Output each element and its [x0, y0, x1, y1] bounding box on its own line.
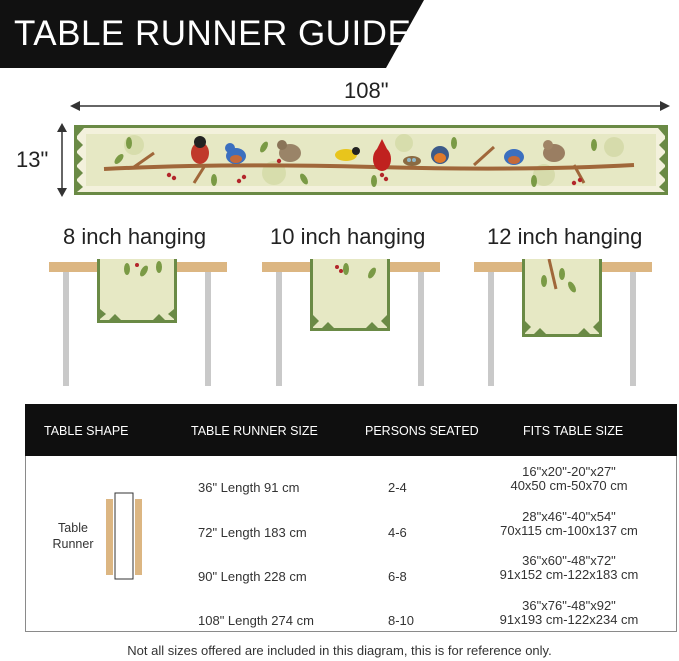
row-2-size: 72" Length 183 cm: [198, 525, 307, 540]
hanging-12-illustration: [474, 259, 654, 387]
row-3-persons: 6-8: [388, 569, 407, 584]
table-header: [25, 404, 677, 456]
row-4-persons: 8-10: [388, 613, 415, 628]
row-3-fit-cm: 91x152 cm-122x183 cm: [499, 567, 639, 582]
table-body: [25, 456, 677, 632]
row-2-fit-inches: 28"x46"-40"x54": [522, 509, 616, 524]
row-4-size: 108" Length 274 cm: [198, 613, 314, 628]
row-1-size: 36" Length 91 cm: [198, 480, 300, 495]
hanging-label-8: 8 inch hanging: [63, 224, 207, 249]
size-table: [25, 404, 677, 632]
hanging-label-10: 10 inch hanging: [270, 224, 426, 249]
hanging-10-illustration: [262, 259, 442, 387]
row-1-fit-cm: 40x50 cm-50x70 cm: [510, 478, 628, 493]
row-4-fit: [469, 599, 669, 627]
row-4-fit-inches: 36"x76"-48"x92": [522, 598, 616, 613]
table-shape-label: [43, 520, 103, 552]
width-arrow: [54, 122, 70, 198]
table-runner-icon: [104, 491, 144, 581]
header-runner-size: TABLE RUNNER SIZE: [191, 424, 318, 438]
row-4-fit-cm: 91x193 cm-122x234 cm: [499, 612, 639, 627]
footnote: Not all sizes offered are included in this diagram, this is for reference only.: [127, 643, 552, 658]
runner-illustration: [74, 125, 668, 195]
hanging-label-12: 12 inch hanging: [487, 224, 643, 249]
row-3-size: 90" Length 228 cm: [198, 569, 307, 584]
row-3-fit: [469, 554, 669, 582]
row-1-persons: 2-4: [388, 480, 407, 495]
header-persons-seated: PERSONS SEATED: [365, 424, 479, 438]
row-2-fit: [469, 510, 669, 538]
runner-length-label: 108": [344, 78, 389, 103]
banner-title: TABLE RUNNER GUIDE: [14, 14, 412, 53]
row-1-fit: [469, 465, 669, 493]
title-banner: [0, 0, 420, 68]
row-2-persons: 4-6: [388, 525, 407, 540]
row-2-fit-cm: 70x115 cm-100x137 cm: [500, 523, 638, 538]
row-3-fit-inches: 36"x60"-48"x72": [522, 553, 616, 568]
row-1-fit-inches: 16"x20"-20"x27": [522, 464, 616, 479]
runner-width-label: 13": [16, 147, 49, 172]
header-fits-table-size: FITS TABLE SIZE: [523, 424, 624, 438]
length-arrow: [68, 98, 672, 114]
header-table-shape: TABLE SHAPE: [44, 424, 129, 438]
table-shape-label-line2: Runner: [52, 537, 94, 551]
table-shape-label-line1: Table: [58, 521, 88, 535]
hanging-8-illustration: [49, 259, 229, 387]
